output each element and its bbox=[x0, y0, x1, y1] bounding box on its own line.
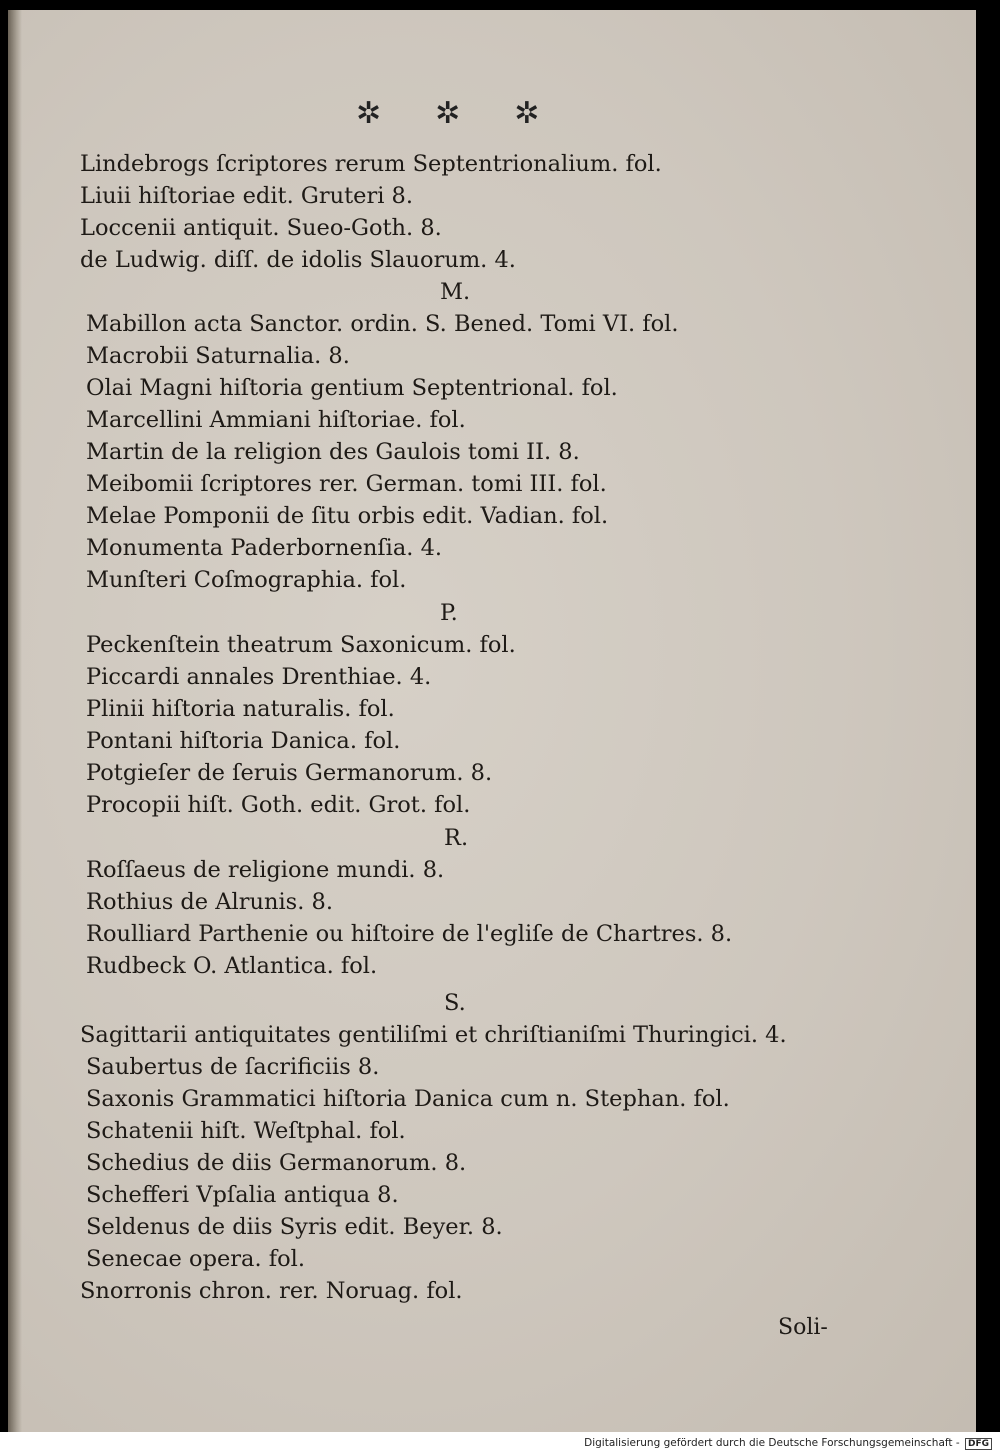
entry-line: Pontani hiſtoria Danica. fol. bbox=[86, 728, 401, 754]
entry-line: Seldenus de diis Syris edit. Beyer. 8. bbox=[86, 1214, 503, 1240]
entry-line: Lindebrogs ſcriptores rerum Septentrionalium. fol. bbox=[80, 151, 662, 177]
entry-line: Schedius de diis Germanorum. 8. bbox=[86, 1150, 467, 1176]
asterism-icon: ✲ bbox=[435, 96, 461, 131]
entry-line: Saxonis Grammatici hiſtoria Danica cum n. Stephan. fol. bbox=[86, 1086, 730, 1112]
entry-line: Schefferi Vpſalia antiqua 8. bbox=[86, 1182, 399, 1208]
entry-line: Rudbeck O. Atlantica. fol. bbox=[86, 953, 378, 979]
entry-line: Rothius de Alrunis. 8. bbox=[86, 889, 333, 915]
entry-line: Martin de la religion des Gaulois tomi II. 8. bbox=[86, 439, 580, 465]
entry-line: Olai Magni hiſtoria gentium Septentrional. fol. bbox=[86, 375, 618, 401]
entry-line: Mabillon acta Sanctor. ordin. S. Bened. Tomi VI. fol. bbox=[86, 311, 679, 337]
section-heading-s: S. bbox=[444, 990, 466, 1016]
section-heading-r: R. bbox=[444, 825, 469, 851]
entry-line: Melae Pomponii de ſitu orbis edit. Vadian. fol. bbox=[86, 503, 609, 529]
ornament-row bbox=[356, 96, 593, 131]
entry-line: de Ludwig. diſſ. de idolis Slauorum. 4. bbox=[80, 247, 516, 273]
section-heading-p: P. bbox=[440, 600, 458, 626]
entry-line: Marcellini Ammiani hiſtoriae. fol. bbox=[86, 407, 466, 433]
entry-line: Meibomii ſcriptores rer. German. tomi III. fol. bbox=[86, 471, 607, 497]
entry-line: Sagittarii antiquitates gentiliſmi et chriſtianiſmi Thuringici. 4. bbox=[80, 1022, 787, 1048]
entry-line: Roulliard Parthenie ou hiſtoire de l'egliſe de Chartres. 8. bbox=[86, 921, 733, 947]
entry-line: Roſſaeus de religione mundi. 8. bbox=[86, 857, 445, 883]
entry-line: Piccardi annales Drenthiae. 4. bbox=[86, 664, 432, 690]
catchword: Soli- bbox=[778, 1315, 828, 1340]
footer-credit-text: Digitalisierung gefördert durch die Deutsche Forschungsgemeinschaft - bbox=[584, 1437, 960, 1449]
dfg-logo-icon: DFG bbox=[965, 1438, 992, 1450]
book-page bbox=[8, 10, 976, 1432]
entry-line: Plinii hiſtoria naturalis. fol. bbox=[86, 696, 395, 722]
entry-line: Senecae opera. fol. bbox=[86, 1246, 305, 1272]
entry-line: Monumenta Paderbornenſia. 4. bbox=[86, 535, 443, 561]
entry-line: Macrobii Saturnalia. 8. bbox=[86, 343, 350, 369]
entry-line: Peckenſtein theatrum Saxonicum. fol. bbox=[86, 632, 516, 658]
entry-line: Schatenii hiſt. Weſtphal. fol. bbox=[86, 1118, 406, 1144]
entry-line: Procopii hiſt. Goth. edit. Grot. fol. bbox=[86, 792, 471, 818]
section-heading-m: M. bbox=[440, 279, 471, 305]
entry-line: Snorronis chron. rer. Noruag. fol. bbox=[80, 1278, 463, 1304]
entry-line: Saubertus de ſacrificiis 8. bbox=[86, 1054, 380, 1080]
entry-line: Munſteri Coſmographia. fol. bbox=[86, 567, 407, 593]
entry-line: Potgieſer de ſeruis Germanorum. 8. bbox=[86, 760, 493, 786]
footer-credit bbox=[584, 1437, 992, 1450]
entry-line: Liuii hiſtoriae edit. Gruteri 8. bbox=[80, 183, 414, 209]
entry-line: Loccenii antiquit. Sueo-Goth. 8. bbox=[80, 215, 442, 241]
asterism-icon: ✲ bbox=[514, 96, 540, 131]
asterism-icon: ✲ bbox=[356, 96, 382, 131]
